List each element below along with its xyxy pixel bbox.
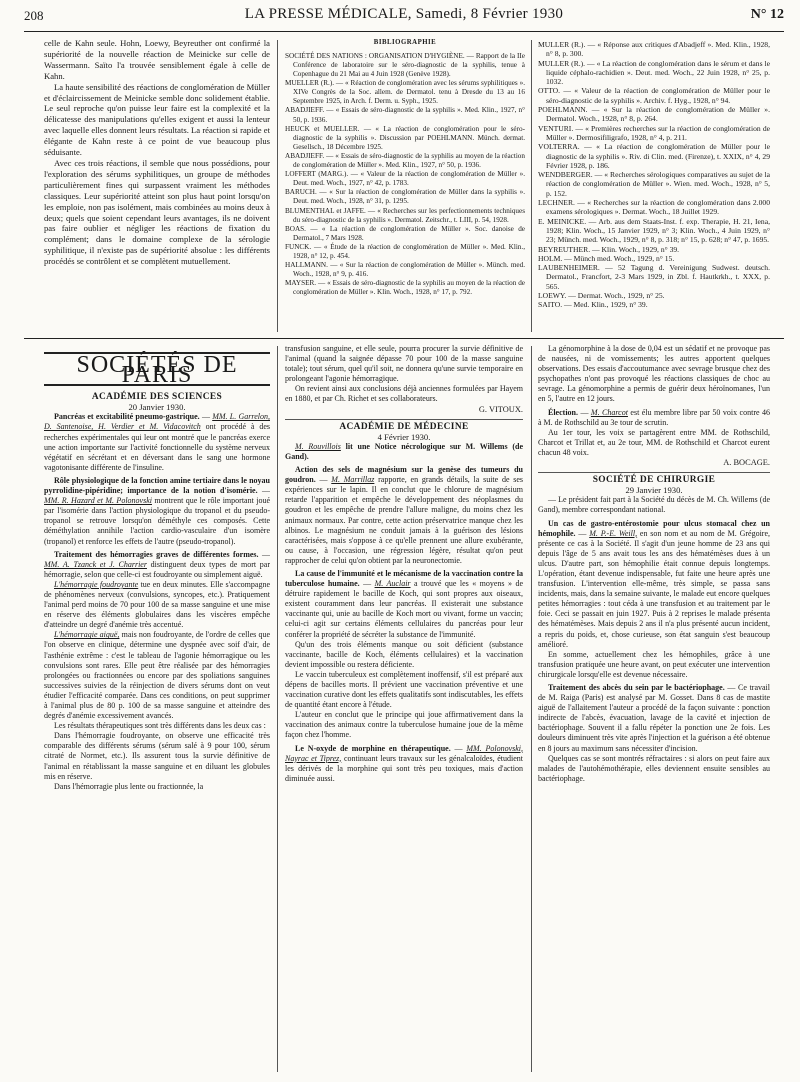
bib-entry: MUELLER (R.). — « Réaction de conglomération avec les sérums syphilitiques ». XIVe Congrès de la Soc. allem. de Dermatol. tenu à Dresde du 13 au 16 Septembre 1925, in Arch. f. Derm. u. Syph., 1925. [285, 79, 525, 106]
bib-entry: MULLER (R.). — « Réponse aux critiques d'Abadjeff ». Med. Klin., 1928, n° 8, p. 300. [538, 40, 770, 59]
page-number: 208 [24, 8, 44, 23]
societes-column-3 [538, 344, 770, 1078]
bib-entry: LOFFERT (MARG.). — « Valeur de la réaction de conglomération de Müller ». Deut. med. Woch., 1927, n° 42, p. 1783. [285, 170, 525, 188]
bib-entry: MULLER (R.). — « La réaction de conglomération dans le sérum et dans le liquide céphalo-rachidien ». Deut. med. Woch., 22 Juin 1928, n° 25, p. 1032. [538, 58, 770, 87]
paragraph: Qu'un des trois éléments manque ou soit déficient (substance vaccinante, bacille de Koch, éléments cellulaires) et la vaccination devient impossible ou restera déficiente. [285, 639, 523, 669]
bibliography-heading: BIBLIOGRAPHIE [373, 39, 437, 46]
paragraph: En somme, actuellement chez les hémophiles, grâce à une transfusion pratiquée une heure avant, on peut exécuter une intervention chirurgicale lorsqu'elle est devenue nécessaire. [538, 649, 770, 679]
societes-column-2 [285, 344, 523, 1078]
bib-entry: HALLMANN. — « Sur la réaction de conglomération de Müller ». Münch. med. Woch., 1928, n° 9, p. 416. [285, 261, 525, 279]
bib-entry: E. MEINICKE. — Arb. aus dem Staats-Inst. f. exp. Therapie, H. 21, Iena, 1928; Klin. Woch., 15 Janvier 1929, n° 3; Klin. Woch., 4 Juin 1929, n° 23; Münch. med. Woch., 1929, n° 8, p. 318; n° 15, p. 628; n° 47, p. 1695. [538, 216, 770, 245]
communication: Rôle physiologique de la fonction amine tertiaire dans le noyau pyrrolidine-pipéridine; importance de la notion d'isomérie. — MM. R. Hazard et M. Polonovski montrent que le rôle important joué par l'isomérie dans l'action physiologique du tropanol et du pseudo-tropanol se retrouve lorsqu'on déméthyle ces composés. Cette déméthylation annihile l'action cardio-vasculaire d'un isomère (tropanol) et renforce les effets de l'autre (pseudo-tropanol). [44, 475, 270, 546]
bib-entry: HEUCK et MUELLER. — « La réaction de conglomération pour le séro-diagnostic de la syphilis ». Discussion par POEHLMANN. Münch. dermat. Gesellsch., 18 Décembre 1925. [285, 124, 525, 151]
journal-title: LA PRESSE MÉDICALE, Samedi, 8 Février 1930 [244, 6, 564, 22]
divider [538, 472, 770, 473]
bib-entry: MAYSER. — « Essais de séro-diagnostic de la syphilis au moyen de la réaction de conglomération de Müller ». Klin. Woch., 1928, n° 17, p. 792. [285, 279, 525, 297]
issue-number: N° 12 [750, 7, 784, 22]
bib-entry: HOLM. — Münch med. Woch., 1929, n° 15. [538, 253, 675, 263]
divider [285, 419, 523, 420]
academie-medecine-title: ACADÉMIE DE MÉDECINE [339, 421, 469, 432]
societe-chirurgie-title: SOCIÉTÉ DE CHIRURGIE [592, 475, 716, 486]
paragraph: Quelques cas se sont montrés réfractaires : si alors on peut faire aux malades de l'autohémothérapie, elles deviennent ensuite sensibles au bactériophage. [538, 753, 770, 783]
communication: Traitement des abcès du sein par le bactériophage. — Ce travail de M. Raiga (Paris) est analysé par M. Gosset. Dans 8 cas de mastite aiguë de l'allaitement l'auteur a procédé de la façon suivante : ponction indirecte de l'abcès, évacuation, lavage de la cavité et injection de bactériophage. Souvent il a fallu répéter la ponction une 2e fois. Les douleurs diminuent très vite après l'injection et la guérison a été obtenue en 8 jours au maximum sans nécessiter d'incision. [538, 683, 770, 753]
paragraph: La haute sensibilité des réactions de conglomération de Müller et d'éclaircissement de Meinicke semble donc solidement établie. Le seul reproche qu'on puisse leur faire est la complexité et la délicatesse des manipulations qu'elles exigent et aussi la lenteur avec laquelle elles donnent leurs résultats. La réaction si rapide et élégante de Kahn reste à ce point de vue beaucoup plus séduisante. [44, 81, 270, 158]
paragraph: L'hémorragie aiguë, mais non foudroyante, de l'ordre de celles que l'on observe en clinique, détermine une dyspnée avec soif d'air, de l'asthénie extrême : c'est le tableau de l'agonie hémorragique ou les convulsions sont rares. Elle peut être réalisée par des hémorragies prolongées ou fractionnées ou encore par des spoliations sanguines successives suivies de la réinjection de divers sérums dont on veut étudier l'efficacité comparée. Dans ces conditions, on peut supprimer à l'animal plus de 80 p. 100 de sa masse sanguine et atteindre des degrés d'anémie excessivement avancés. [44, 630, 270, 721]
societes-column-1 [44, 342, 270, 1078]
paragraph: On revient ainsi aux conclusions déjà anciennes formulées par Hayem en 1880, et par Ch. Richet et ses collaborateurs. [285, 384, 523, 404]
paragraph: L'auteur en conclut que le principe qui joue affirmativement dans la vaccination des animaux contre la tuberculose humaine joue de la même façon chez l'homme. [285, 710, 523, 740]
bib-entry: ABADJIEFF. — « Essais de séro-diagnostic de la syphilis ». Med. Klin., 1927, n° 50, p. 1936. [285, 106, 525, 124]
bib-entry: VENTURI. — « Premières recherches sur la réaction de conglomération de Müller ». Dermosifiligrafo, 1928, n° 4, p. 211. [538, 123, 770, 142]
paragraph: — Le président fait part à la Société du décès de M. Ch. Willems (de Gand), membre correspondant national. [538, 495, 770, 515]
academie-sciences-title: ACADÉMIE DES SCIENCES [91, 392, 223, 403]
communication: Le N-oxyde de morphine en thérapeutique. — MM. Polonovski, Nayrac et Tiprez, continuant leurs travaux sur les génalcaloïdes, étudient les dérivés de la morphine qui sont très peu toxiques, mais d'action diminuée aussi. [285, 743, 523, 783]
paragraph: Au 1er tour, les voix se partagèrent entre MM. de Rothschild, Charcot et Trillat et, au 2e tour, MM. de Rothschild et Charcot eurent chacun 48 voix. [538, 427, 770, 457]
column-divider [277, 40, 278, 332]
section-rule [24, 338, 784, 339]
section-banner: SOCIÉTÉS DE PARIS [76, 352, 238, 389]
paragraph: Avec ces trois réactions, il semble que nous possédions, pour l'exploration des sérums syphilitiques, un groupe de méthodes particulièrement fines qui surpassent vraiment les méthodes classiques. Leur supériorité atteint son plus haut point lorsqu'on les emploie, non pas isolément, mais combinées au moins deux à deux; quels que soient cependant leurs avantages, ils ne doivent pas faire oublier et négliger les réactions de fixation du complément; dans le domaine complexe de la sérologie syphilitique, il n'existe pas de supériorité absolue : les différents procédés se contrôlent et se complètent mutuellement. [44, 157, 270, 267]
paragraph: Dans l'hémorragie foudroyante, on observe une efficacité très comparable des différents sérums (sérum salé à 9 pour 100, sérum citraté de Normet, etc.). Ils assurent tous la survie définitive de l'animal en rétablissant la masse sanguine et en diluant les globules mis en réserve. [44, 731, 270, 781]
communication: Traitement des hémorragies graves de différentes formes. — MM. A. Tzanck et J. Charrier distinguent deux types de mort par hémorragie, selon que celle-ci est foudroyante ou simplement aiguë. [44, 549, 270, 579]
signature: G. VITOUX. [478, 404, 523, 414]
bib-entry: FUNCK. — « Étude de la réaction de conglomération de Müller ». Med. Klin., 1928, n° 12, p. 454. [285, 242, 525, 260]
bib-entry: LOEWY. — Dermat. Woch., 1929, n° 25. [538, 291, 665, 301]
communication: La cause de l'immunité et le mécanisme de la vaccination contre la tuberculose humaine. — M. Auclair a trouvé que les « moyens » de détruire rapidement le bacille de Koch, qui sont propres aux oiseaux, existent couramment dans leur pancréas. Il existerait une substance vaccinante qui, unie au bacille de Koch mort ou vivant, forme un vaccin; celui-ci agit sur certains éléments cellulaires du pancréas pour leur conférer la propriété de sécréter la substance de l'immunité. [285, 568, 523, 639]
bib-entry: BLUMENTHAL et JAFFE. — « Recherches sur les perfectionnements techniques du séro-diagnostic de la syphilis ». Dermatol. Zeitschr., t. LIII, p. 54, 1928. [285, 206, 525, 224]
communication: Action des sels de magnésium sur la genèse des tumeurs du goudron. — M. Marrillaz rapporte, en grands détails, la suite de ses expériences sur le lapin. Il en conclut que le chlorure de magnésium retarde l'apparition et empêche le développement des néoplasmes du goudron et les empêche de prendre l'allure maligne, du moins chez les animaux normaux. Par contre, cette action préservatrice manque chez les albinos. Le magnésium ne conduit jamais à la guérison des lésions caractérisées, mais s'oppose à ce qu'elle prennent une allure exubérante, ou cause, à l'occasion, une régression légère, résultat qu'on peut rapprocher de celui qu'on obtient par la neuronectomie. [285, 465, 523, 565]
paragraph: Dans l'hémorragie plus lente ou fractionnée, la [54, 781, 204, 791]
communication: Élection. — M. Charcot est élu membre libre par 50 voix contre 46 à M. de Rothschild au 3e tour de scrutin. [538, 407, 770, 427]
paragraph: L'hémorragie foudroyante tue en deux minutes. Elle s'accompagne de phénomènes nerveux (convulsions, syncopes, etc.). Pratiquement l'animal perd moins de 70 pour 100 de sa masse sanguine et une mise en réserve des éléments globulaires dans les viscères empêche d'atteindre un degré d'anémie très accentué. [44, 579, 270, 630]
bib-entry: SOCIÉTÉ DES NATIONS : ORGANISATION D'HYGIÈNE. — Rapport de la IIe Conférence de laboratoire sur le séro-diagnostic de la syphilis, tenue à Copenhague du 21 Mai au 4 Juin 1928 (Genève 1928). [285, 51, 525, 79]
paragraph: Le vaccin tuberculeux est complètement inoffensif, s'il est préparé aux dépens de bacilles morts. Il prévient une vaccination préventive et une vaccination curative dont les effets qualitatifs sont indiscutables, les effets de quantité étant encore à l'étude. [285, 669, 523, 710]
bib-entry: WENDBERGER. — « Recherches sérologiques comparatives au sujet de la réaction de conglomération de Müller ». Wien. med. Woch., 1928, n° 5, p. 152. [538, 170, 770, 198]
bib-entry: BARUCH. — « Sur la réaction de conglomération de Müller dans la syphilis ». Deut. med. Woch., 1928, n° 31, p. 1295. [285, 188, 525, 206]
bib-entry: OTTO. — « Valeur de la réaction de conglomération de Müller pour le séro-diagnostic de la syphilis ». Archiv. f. Hyg., 1928, n° 94. [538, 86, 770, 105]
bibliography [285, 38, 525, 297]
bib-entry: BEYREUTHER. — Klin. Woch., 1929, n° 39. [538, 244, 680, 254]
paragraph: celle de Kahn seule. Hohn, Loewy, Beyreuther ont confirmé la supériorité de la nouvelle réaction de Meinicke sur celle de Wassermann. Saïto l'a trouvée sensiblement égale à celle de Kahn. [44, 38, 270, 81]
signature: A. BOCAGE. [723, 458, 770, 468]
paragraph: La génomorphine à la dose de 0,04 est un sédatif et ne provoque pas de nausées, ni de vomissements; les autres apportent quelques observations. Des essais d'accoutumance avec sevrage brusque chez des psychopathes n'ont pas provoqué les réactions classiques de choc au sevrage. La génomorphine a permis de guérir deux héroïnomanes, l'un en 5, l'autre en 12 jours. [538, 344, 770, 404]
session-date: 20 Janvier 1930. [128, 402, 186, 413]
bib-entry: VOLTERRA. — « La réaction de conglomération de Müller pour le diagnostic de la syphilis ». Riv. di Clin. med. (Firenze), t. XXIX, n° 4, 29 Février 1928, p. 186. [538, 142, 770, 170]
bib-entry: ABADJIEFF. — « Essais de séro-diagnostic de la syphilis au moyen de la réaction de conglomération de Müller ». Med. Klin., 1927, n° 50, p. 1936. [285, 151, 525, 170]
article-continuation [44, 38, 270, 267]
bib-entry: LAUBENHEIMER. — 52 Tagung d. Vereinigung Sudwest. deutsch. Dermatol., Francfort, 2-3 Mars 1929, in Zbl. f. Hautkrkh., t. XXX, p. 565. [538, 263, 770, 291]
column-divider [277, 346, 278, 1072]
bibliography-continued [538, 40, 770, 310]
paragraph: Les résultats thérapeutiques sont très différents dans les deux cas : [54, 721, 266, 731]
column-divider [531, 346, 532, 1072]
bib-entry: BOAS. — « La réaction de conglomération de Müller ». Soc. danoise de Dermatol., 7 Mars 1928. [285, 224, 525, 242]
banner [44, 352, 270, 389]
bib-entry: LECHNER. — « Recherches sur la réaction de conglomération dans 2.000 examens sérologiques ». Dermat. Woch., 18 Juillet 1929. [538, 198, 770, 217]
bib-entry: SAITO. — Med. Klin., 1929, n° 39. [538, 300, 648, 310]
communication: Pancréas et excitabilité pneumo-gastrique. — MM. L. Garrelon, D. Santenoise, H. Verdier et M. Vidacovitch ont procédé à des recherches expérimentales qui leur ont montré que le pancréas exerce une action importante sur l'activité fonctionnelle du système nerveux végétatif en sécrétant et en déversant dans le sang une hormone vagotonisante différente de l'insuline. [44, 412, 270, 472]
communication: Un cas de gastro-entérostomie pour ulcus stomacal chez un hémophile. — M. P.-E. Weill, en son nom et au nom de M. Grégoire, présente ce cas à la Société. Il s'agit d'un jeune homme de 23 ans qui depuis l'âge de 5 ans avait tous les ans des hématémèses dues à un ulcus. D'autre part, son hémophilie était connue depuis longtemps. L'opération, étant devenue indispensable, fut faite une heure après une transfusion. L'intervention elle-même, très simple, se passa sans incidents, mais, dans la semaine suivante, le malade eut encore quelques petites hémorragies : tout céda à une transfusion et au traitement par le foie. Ceci se passait en juin 1927. Puis à 2 reprises le malade présenta des hématémèses. Mais depuis 2 ans il n'a plus présenté aucun incident, a repris du poids, et, chose curieuse, son état sanguin s'est beaucoup amélioré. [538, 518, 770, 649]
header-rule [24, 31, 784, 32]
session-date: 4 Février 1930. [377, 431, 431, 442]
column-divider [531, 40, 532, 332]
bib-entry: POEHLMANN. — « Sur la réaction de conglomération de Müller ». Dermatol. Woch., 1928, n° 8, p. 264. [538, 105, 770, 124]
session-date: 29 Janvier 1930. [625, 485, 683, 496]
paragraph: transfusion sanguine, et elle seule, pourra procurer la survie définitive de l'animal (quand la saignée dépasse 70 pour 100 de la masse sanguine totale); tout sérum, quel qu'il soit, ne donnera qu'une survie temporaire en prolongeant l'agonie hémorragique. [285, 344, 523, 384]
page-header [24, 4, 784, 28]
communication: M. Rouvillois lit une Notice nécrologique sur M. Willems (de Gand). [285, 441, 523, 461]
